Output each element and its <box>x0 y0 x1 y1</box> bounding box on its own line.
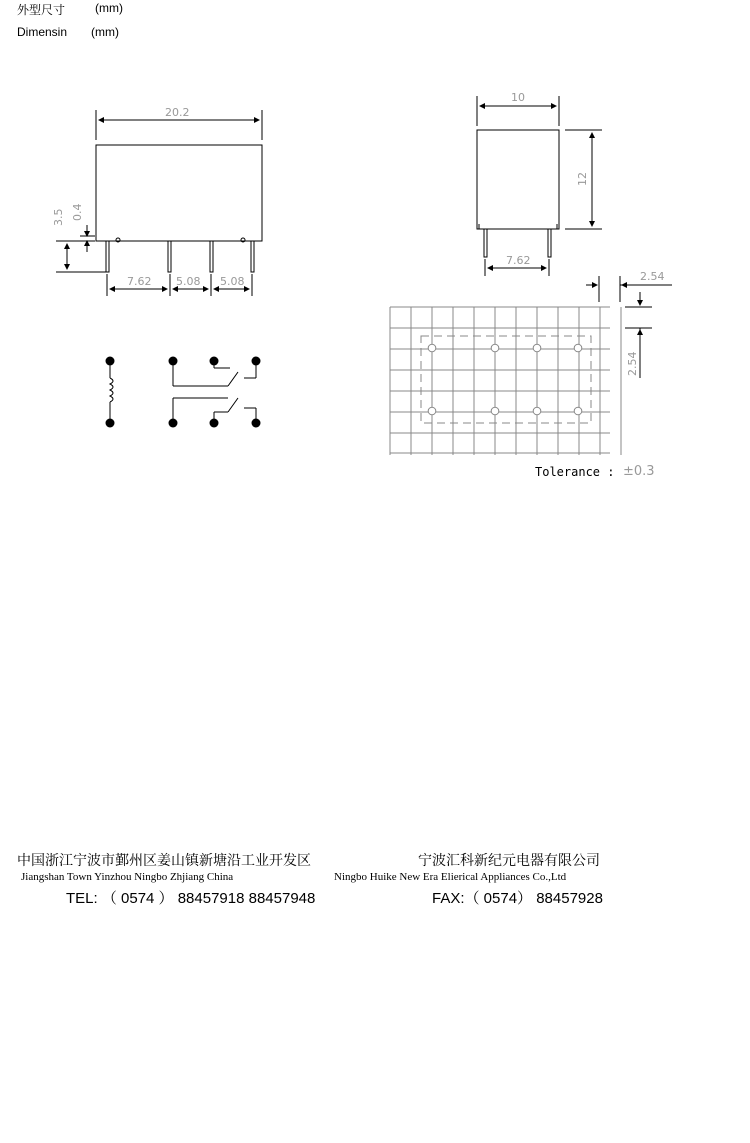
terminal-dot <box>169 357 178 366</box>
unit-en: (mm) <box>91 25 119 39</box>
terminal-dot <box>210 357 219 366</box>
company-cn: 宁波汇科新纪元电器有限公司 <box>418 853 600 869</box>
schematic <box>110 361 256 423</box>
unit-cn: (mm) <box>95 1 123 15</box>
pin <box>484 229 487 257</box>
dim-pitch-2: 5.08 <box>176 275 201 288</box>
pcb-hole <box>428 407 436 415</box>
pcb-hole <box>491 344 499 352</box>
relay-body-side <box>477 130 559 229</box>
front-view <box>56 110 262 296</box>
tolerance-value: ±0.3 <box>623 464 655 479</box>
terminal-dot <box>210 419 219 428</box>
dim-width-side: 10 <box>511 91 525 104</box>
pin <box>548 229 551 257</box>
dim-height-offset: 0.4 <box>71 203 84 221</box>
address-en: Jiangshan Town Yinzhou Ningbo Zhjiang China <box>21 871 234 883</box>
dim-grid-y: 2.54 <box>626 351 639 376</box>
pcb-hole <box>428 344 436 352</box>
pcb-holes <box>428 344 582 415</box>
dim-pitch-3: 5.08 <box>220 275 245 288</box>
fax-line: FAX:（ 0574） 88457928 <box>432 890 603 907</box>
pin <box>210 241 213 272</box>
pcb-hole <box>533 344 541 352</box>
tel-line: TEL: （ 0574 ） 88457918 88457948 <box>66 890 316 907</box>
pcb-hole <box>574 407 582 415</box>
dim-width-front: 20.2 <box>165 106 190 119</box>
dim-pin-pitch-side: 7.62 <box>506 254 531 267</box>
address-cn: 中国浙江宁波市鄞州区姜山镇新塘沿工业开发区 <box>17 853 311 869</box>
schematic-pins <box>106 357 261 428</box>
pin <box>106 241 109 272</box>
title-en: Dimensin <box>17 25 68 39</box>
dim-pitch-1: 7.62 <box>127 275 152 288</box>
terminal-dot <box>106 357 115 366</box>
terminal-dot <box>106 419 115 428</box>
pcb-hole <box>574 344 582 352</box>
pcb-hole <box>491 407 499 415</box>
coil-symbol <box>110 378 113 402</box>
title-cn: 外型尺寸 <box>17 3 66 17</box>
terminal-dot <box>252 357 261 366</box>
tolerance-label: Tolerance : <box>535 465 615 479</box>
pin <box>168 241 171 272</box>
pcb-grid <box>390 307 621 455</box>
dim-height-total: 3.5 <box>52 208 65 226</box>
terminal-dot <box>169 419 178 428</box>
pin <box>251 241 254 272</box>
company-en: Ningbo Huike New Era Elierical Appliances Co.,Ltd <box>334 871 567 883</box>
terminal-dot <box>252 419 261 428</box>
dim-grid-x: 2.54 <box>640 270 665 283</box>
pcb-hole <box>533 407 541 415</box>
relay-body-front <box>96 145 262 241</box>
dim-height-side: 12 <box>576 172 589 186</box>
